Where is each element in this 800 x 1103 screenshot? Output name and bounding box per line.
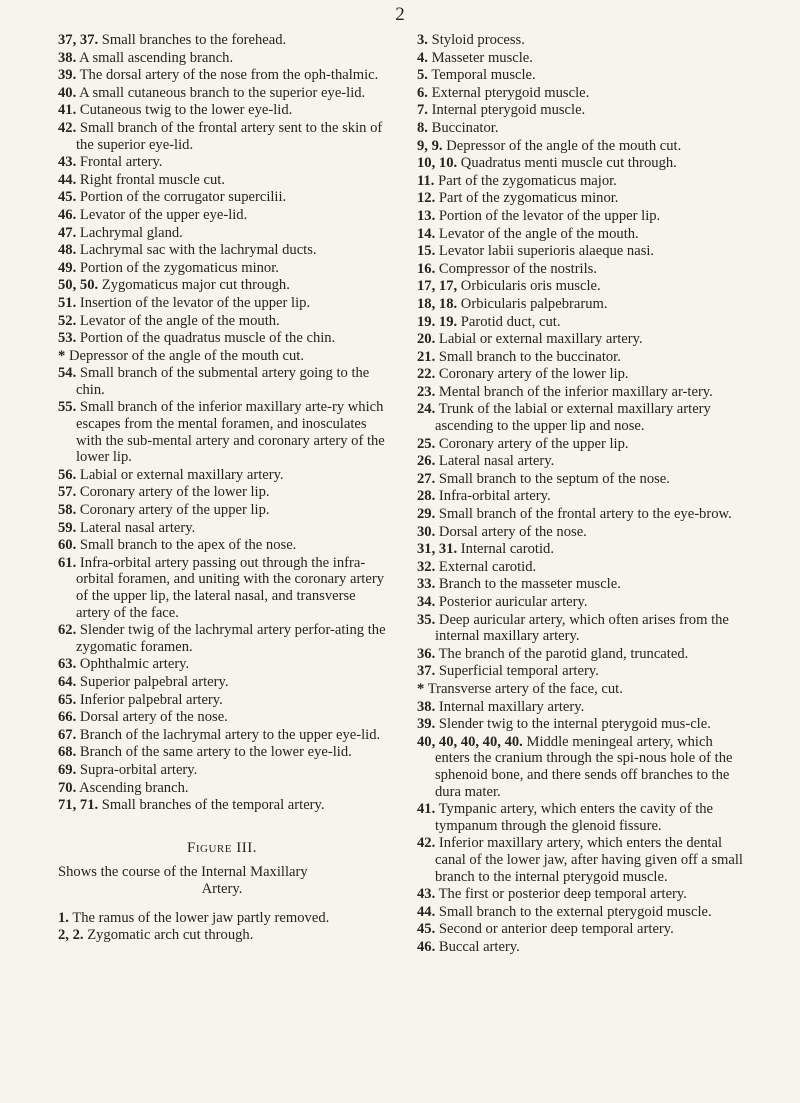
legend-entry-number: 70. bbox=[58, 779, 77, 796]
legend-entry bbox=[417, 384, 749, 401]
legend-entry bbox=[417, 471, 749, 488]
legend-entry-number: 46. bbox=[58, 206, 77, 223]
legend-entry-text: The branch of the parotid gland, truncated. bbox=[438, 645, 689, 662]
legend-entry-number: 62. bbox=[58, 622, 77, 639]
legend-entry bbox=[417, 681, 749, 698]
legend-entry bbox=[58, 295, 386, 312]
legend-entry bbox=[417, 594, 749, 611]
legend-entry-number: 68. bbox=[58, 744, 77, 761]
legend-entry-number: 38. bbox=[417, 698, 436, 715]
legend-entry-text: Labial or external maxillary artery. bbox=[438, 331, 643, 348]
legend-entry-text: Right frontal muscle cut. bbox=[79, 171, 226, 188]
legend-entry-number: 50, 50. bbox=[58, 277, 99, 294]
legend-entry-number: 69. bbox=[58, 761, 77, 778]
legend-entry bbox=[417, 155, 749, 172]
legend-entry-number: 38. bbox=[58, 49, 77, 66]
legend-entry-text: Mental branch of the inferior maxillary ar-tery. bbox=[438, 383, 713, 400]
legend-entry-text: Insertion of the levator of the upper lip. bbox=[79, 294, 311, 311]
legend-entry-text: Lateral nasal artery. bbox=[79, 519, 196, 536]
legend-entry-number: 57. bbox=[58, 484, 77, 501]
figure-subtitle bbox=[58, 864, 386, 897]
figure-subtitle-line1: Shows the course of the Internal Maxillary bbox=[58, 864, 308, 881]
legend-entry bbox=[58, 120, 386, 153]
legend-entry-number: 30. bbox=[417, 523, 436, 540]
legend-entry bbox=[417, 559, 749, 576]
legend-entry-text: Part of the zygomaticus major. bbox=[438, 172, 617, 189]
legend-entry-number: 54. bbox=[58, 365, 77, 382]
left-entries-list bbox=[58, 32, 386, 814]
legend-entry-text: Buccal artery. bbox=[438, 938, 520, 955]
legend-entry-number: 6. bbox=[417, 84, 428, 101]
legend-entry bbox=[417, 541, 749, 558]
legend-entry-number: 29. bbox=[417, 506, 436, 523]
legend-entry-text: Ophthalmic artery. bbox=[79, 656, 190, 673]
legend-entry-text: Deep auricular artery, which often arises from the internal maxillary artery. bbox=[435, 611, 729, 645]
legend-entry bbox=[417, 716, 749, 733]
legend-entry-text: Small branch to the septum of the nose. bbox=[438, 470, 670, 487]
legend-entry bbox=[58, 762, 386, 779]
legend-entry-text: Orbicularis oris muscle. bbox=[460, 278, 601, 295]
legend-entry-text: Small branch to the buccinator. bbox=[438, 348, 621, 365]
legend-entry bbox=[58, 709, 386, 726]
legend-entry bbox=[417, 699, 749, 716]
legend-entry-text: Infra-orbital artery passing out through the infra-orbital foramen, and uniting with the coronary artery of the upper lip, the lateral nasal, and transverse artery of the face. bbox=[76, 554, 384, 621]
legend-entry-text: Cutaneous twig to the lower eye-lid. bbox=[79, 102, 293, 119]
legend-entry bbox=[417, 50, 749, 67]
legend-entry-text: Portion of the corrugator supercilii. bbox=[79, 189, 287, 206]
legend-entry bbox=[417, 67, 749, 84]
legend-entry bbox=[58, 102, 386, 119]
legend-entry-number: 19. 19. bbox=[417, 313, 458, 330]
legend-entry bbox=[417, 278, 749, 295]
legend-entry-text: Lateral nasal artery. bbox=[438, 453, 555, 470]
legend-entry-text: Lachrymal gland. bbox=[79, 224, 183, 241]
legend-entry-number: 66. bbox=[58, 709, 77, 726]
legend-entry-text: Middle meningeal artery, which enters the cranium through the spi-nous hole of the sphenoid bone, and there sends off branches to the dura mater. bbox=[435, 733, 733, 800]
legend-entry-text: Levator of the angle of the mouth. bbox=[438, 225, 639, 242]
legend-entry-number: 34. bbox=[417, 594, 436, 610]
legend-entry-text: Zygomatic arch cut through. bbox=[87, 927, 254, 944]
legend-entry-text: Levator of the angle of the mouth. bbox=[79, 312, 280, 329]
legend-entry bbox=[417, 366, 749, 383]
legend-entry-number: 2, 2. bbox=[58, 927, 84, 944]
legend-entry-number: 40, 40, 40, 40, 40. bbox=[417, 733, 523, 750]
legend-entry bbox=[417, 576, 749, 593]
legend-entry-number: 10, 10. bbox=[417, 155, 458, 172]
legend-entry-number: 31, 31. bbox=[417, 541, 458, 558]
legend-entry-text: Lachrymal sac with the lachrymal ducts. bbox=[79, 242, 317, 259]
legend-entry bbox=[58, 797, 386, 814]
figure-entries-list bbox=[58, 910, 386, 944]
legend-entry-number: 8. bbox=[417, 119, 428, 136]
legend-entry-number: 7. bbox=[417, 102, 428, 119]
legend-entry-number: 18, 18. bbox=[417, 295, 458, 312]
legend-entry-text: Tympanic artery, which enters the cavity of the tympanum through the glenoid fissure. bbox=[435, 801, 714, 834]
legend-entry bbox=[417, 734, 749, 800]
legend-entry-text: Zygomaticus major cut through. bbox=[101, 277, 290, 294]
legend-entry bbox=[58, 622, 386, 655]
legend-entry bbox=[58, 207, 386, 224]
legend-entry-text: Part of the zygomaticus minor. bbox=[438, 190, 619, 207]
legend-entry-text: Quadratus menti muscle cut through. bbox=[460, 155, 677, 172]
right-entries-list bbox=[417, 32, 749, 955]
left-column bbox=[58, 32, 386, 945]
legend-entry bbox=[417, 331, 749, 348]
legend-entry-text: Ascending branch. bbox=[79, 779, 189, 796]
legend-entry-number: 14. bbox=[417, 225, 436, 242]
legend-entry bbox=[417, 349, 749, 366]
legend-entry bbox=[417, 886, 749, 903]
legend-entry-number: 35. bbox=[417, 611, 436, 628]
legend-entry bbox=[417, 506, 749, 523]
legend-entry-text: Masseter muscle. bbox=[431, 49, 533, 66]
legend-entry bbox=[58, 399, 386, 465]
legend-entry-text: Levator labii superioris alaeque nasi. bbox=[438, 243, 655, 260]
legend-entry-number: 42. bbox=[58, 119, 77, 136]
legend-entry bbox=[417, 190, 749, 207]
legend-entry bbox=[58, 927, 386, 944]
page-number: 2 bbox=[395, 4, 405, 25]
legend-entry bbox=[58, 365, 386, 398]
legend-entry bbox=[58, 692, 386, 709]
legend-entry-number: 39. bbox=[58, 67, 77, 84]
legend-entry-text: Inferior maxillary artery, which enters the dental canal of the lower jaw, after having given off a small branch to the internal pterygoid muscle. bbox=[435, 835, 743, 885]
legend-entry-number: 12. bbox=[417, 190, 436, 207]
legend-entry-text: Second or anterior deep temporal artery. bbox=[438, 921, 674, 938]
legend-entry-text: Coronary artery of the lower lip. bbox=[79, 484, 270, 501]
legend-entry-number: 4. bbox=[417, 49, 428, 66]
legend-entry-text: Transverse artery of the face, cut. bbox=[427, 680, 623, 697]
legend-entry bbox=[417, 904, 749, 921]
legend-entry bbox=[417, 453, 749, 470]
legend-entry bbox=[58, 555, 386, 621]
legend-entry bbox=[58, 910, 386, 927]
legend-entry bbox=[58, 502, 386, 519]
legend-entry-text: Infra-orbital artery. bbox=[438, 488, 551, 505]
legend-entry-number: 42. bbox=[417, 835, 436, 852]
legend-entry-text: Branch to the masseter muscle. bbox=[438, 576, 621, 593]
legend-entry-number: 55. bbox=[58, 399, 77, 416]
legend-entry-number: 39. bbox=[417, 716, 436, 733]
legend-entry-number: 37, 37. bbox=[58, 32, 99, 48]
legend-entry-number: 16. bbox=[417, 260, 436, 277]
legend-entry-text: Temporal muscle. bbox=[431, 67, 536, 84]
legend-entry bbox=[58, 348, 386, 365]
legend-entry-number: 17, 17, bbox=[417, 278, 458, 295]
legend-entry-number: 52. bbox=[58, 312, 77, 329]
legend-entry bbox=[417, 401, 749, 434]
legend-entry-text: Inferior palpebral artery. bbox=[79, 691, 223, 708]
legend-entry bbox=[417, 663, 749, 680]
legend-entry bbox=[58, 313, 386, 330]
legend-entry-text: Small branch to the apex of the nose. bbox=[79, 537, 297, 554]
legend-entry-number: 21. bbox=[417, 348, 436, 365]
legend-entry-text: Small branches to the forehead. bbox=[101, 32, 287, 48]
legend-entry-text: Internal carotid. bbox=[460, 541, 554, 558]
legend-entry-number: 63. bbox=[58, 656, 77, 673]
legend-entry-number: 61. bbox=[58, 554, 77, 571]
legend-entry bbox=[417, 835, 749, 885]
legend-entry-number: 60. bbox=[58, 537, 77, 554]
legend-entry-text: External carotid. bbox=[438, 558, 537, 575]
legend-entry-number: 15. bbox=[417, 243, 436, 260]
legend-entry bbox=[58, 32, 386, 49]
legend-entry bbox=[58, 520, 386, 537]
legend-entry-number: 45. bbox=[417, 921, 436, 938]
legend-entry-number: 65. bbox=[58, 691, 77, 708]
legend-entry-number: 32. bbox=[417, 558, 436, 575]
legend-entry bbox=[417, 612, 749, 645]
legend-entry-text: Internal pterygoid muscle. bbox=[431, 102, 586, 119]
legend-entry-number: 59. bbox=[58, 519, 77, 536]
legend-entry bbox=[58, 484, 386, 501]
legend-entry-number: 49. bbox=[58, 259, 77, 276]
legend-entry-number: 44. bbox=[417, 903, 436, 920]
legend-entry-text: Compressor of the nostrils. bbox=[438, 260, 597, 277]
legend-entry bbox=[58, 85, 386, 102]
legend-entry-number: 67. bbox=[58, 726, 77, 743]
legend-entry-text: Portion of the levator of the upper lip. bbox=[438, 207, 661, 224]
legend-entry-text: The dorsal artery of the nose from the oph-thalmic. bbox=[79, 67, 379, 84]
legend-entry-text: Small branch of the frontal artery sent to the skin of the superior eye-lid. bbox=[76, 119, 383, 153]
legend-entry-number: 44. bbox=[58, 171, 77, 188]
legend-entry-number: 43. bbox=[58, 154, 77, 171]
legend-entry-text: A small cutaneous branch to the superior eye-lid. bbox=[79, 84, 366, 101]
legend-entry-number: 9, 9. bbox=[417, 137, 443, 154]
legend-entry bbox=[417, 646, 749, 663]
legend-entry bbox=[417, 120, 749, 137]
legend-entry-number: 28. bbox=[417, 488, 436, 505]
legend-entry bbox=[58, 260, 386, 277]
legend-entry-number: 41. bbox=[417, 801, 436, 818]
legend-entry bbox=[58, 674, 386, 691]
legend-entry-text: Portion of the zygomaticus minor. bbox=[79, 259, 279, 276]
legend-entry-number: 24. bbox=[417, 401, 436, 418]
legend-entry-number: 47. bbox=[58, 224, 77, 241]
legend-entry-text: Internal maxillary artery. bbox=[438, 698, 585, 715]
legend-entry-number: 56. bbox=[58, 466, 77, 483]
legend-entry-number: 11. bbox=[417, 172, 435, 189]
legend-entry-number: * bbox=[417, 680, 425, 697]
legend-entry-text: Dorsal artery of the nose. bbox=[79, 709, 228, 726]
legend-entry bbox=[58, 656, 386, 673]
legend-entry bbox=[417, 173, 749, 190]
legend-entry bbox=[417, 261, 749, 278]
legend-entry bbox=[58, 67, 386, 84]
legend-entry-number: 20. bbox=[417, 331, 436, 348]
legend-entry-number: 37. bbox=[417, 663, 436, 680]
legend-entry-number: 23. bbox=[417, 383, 436, 400]
legend-entry-text: Buccinator. bbox=[431, 119, 499, 136]
legend-entry-number: 58. bbox=[58, 502, 77, 519]
legend-entry bbox=[58, 537, 386, 554]
legend-entry-text: Dorsal artery of the nose. bbox=[438, 523, 587, 540]
legend-entry-number: 51. bbox=[58, 294, 77, 311]
legend-entry-text: Portion of the quadratus muscle of the chin. bbox=[79, 330, 336, 347]
legend-entry-text: External pterygoid muscle. bbox=[431, 84, 590, 101]
legend-entry-number: 33. bbox=[417, 576, 436, 593]
legend-entry-text: A small ascending branch. bbox=[79, 49, 234, 66]
legend-entry-number: 41. bbox=[58, 102, 77, 119]
legend-entry-text: The first or posterior deep temporal artery. bbox=[438, 886, 687, 903]
legend-entry-text: Small branches of the temporal artery. bbox=[101, 797, 325, 814]
legend-entry-text: Coronary artery of the lower lip. bbox=[438, 366, 629, 383]
figure-heading: Figure III. bbox=[187, 839, 257, 856]
legend-entry bbox=[58, 225, 386, 242]
legend-entry-number: 36. bbox=[417, 645, 436, 662]
legend-entry bbox=[417, 85, 749, 102]
legend-entry bbox=[417, 102, 749, 119]
legend-entry bbox=[417, 524, 749, 541]
legend-entry bbox=[58, 50, 386, 67]
legend-entry-text: Trunk of the labial or external maxillary artery ascending to the upper lip and nose. bbox=[435, 401, 711, 435]
legend-entry bbox=[417, 296, 749, 313]
legend-entry-number: 5. bbox=[417, 67, 428, 84]
legend-entry-number: 22. bbox=[417, 366, 436, 383]
legend-entry-number: * bbox=[58, 347, 66, 364]
legend-entry-text: Branch of the same artery to the lower eye-lid. bbox=[79, 744, 352, 761]
legend-entry bbox=[58, 277, 386, 294]
legend-entry bbox=[417, 32, 749, 49]
legend-entry-number: 46. bbox=[417, 938, 436, 955]
legend-entry bbox=[417, 488, 749, 505]
legend-entry bbox=[417, 138, 749, 155]
legend-entry-text: Small branch of the submental artery going to the chin. bbox=[76, 365, 370, 398]
legend-entry-text: Frontal artery. bbox=[79, 154, 163, 171]
legend-entry-text: Orbicularis palpebrarum. bbox=[460, 295, 608, 312]
legend-entry-number: 48. bbox=[58, 242, 77, 259]
legend-entry-text: Slender twig of the lachrymal artery perfor-ating the zygomatic foramen. bbox=[76, 622, 386, 655]
legend-entry-text: Styloid process. bbox=[431, 32, 525, 48]
legend-entry-number: 13. bbox=[417, 207, 436, 224]
legend-entry bbox=[58, 727, 386, 744]
legend-entry-number: 64. bbox=[58, 673, 77, 690]
legend-entry-text: Depressor of the angle of the mouth cut. bbox=[68, 347, 305, 364]
legend-entry-text: Small branch of the inferior maxillary arte-ry which escapes from the mental foramen, and inosculates with the sub-mental artery and coronary artery of the lower lip. bbox=[76, 399, 385, 466]
legend-entry bbox=[58, 242, 386, 259]
legend-entry bbox=[417, 208, 749, 225]
legend-entry-number: 3. bbox=[417, 32, 428, 48]
legend-entry bbox=[58, 467, 386, 484]
legend-entry-text: Superior palpebral artery. bbox=[79, 673, 229, 690]
legend-entry-text: Depressor of the angle of the mouth cut. bbox=[446, 137, 682, 154]
legend-entry-text: Small branch of the frontal artery to the eye-brow. bbox=[438, 506, 732, 523]
legend-entry-text: Supra-orbital artery. bbox=[79, 761, 198, 778]
legend-entry-text: Coronary artery of the upper lip. bbox=[79, 502, 270, 519]
legend-entry bbox=[417, 921, 749, 938]
legend-entry bbox=[417, 226, 749, 243]
legend-entry-text: The ramus of the lower jaw partly removed. bbox=[72, 909, 330, 926]
legend-entry-text: Branch of the lachrymal artery to the upper eye-lid. bbox=[79, 726, 381, 743]
legend-entry-text: Coronary artery of the upper lip. bbox=[438, 435, 629, 452]
legend-entry bbox=[58, 189, 386, 206]
legend-entry-text: Small branch to the external pterygoid muscle. bbox=[438, 903, 712, 920]
legend-entry-text: Posterior auricular artery. bbox=[438, 594, 588, 610]
legend-entry-text: Superficial temporal artery. bbox=[438, 663, 599, 680]
legend-entry bbox=[417, 243, 749, 260]
legend-entry-text: Slender twig to the internal pterygoid mus-cle. bbox=[438, 716, 711, 733]
legend-entry-number: 43. bbox=[417, 886, 436, 903]
legend-entry bbox=[58, 330, 386, 347]
legend-entry bbox=[58, 154, 386, 171]
legend-entry-number: 27. bbox=[417, 470, 436, 487]
figure-subtitle-line2: Artery. bbox=[201, 880, 243, 897]
legend-entry bbox=[417, 939, 749, 956]
legend-entry-number: 53. bbox=[58, 330, 77, 347]
legend-entry-number: 45. bbox=[58, 189, 77, 206]
legend-entry-number: 40. bbox=[58, 84, 77, 101]
legend-entry-text: Labial or external maxillary artery. bbox=[79, 466, 284, 483]
legend-entry-text: Levator of the upper eye-lid. bbox=[79, 206, 248, 223]
legend-entry-number: 26. bbox=[417, 453, 436, 470]
legend-entry-number: 25. bbox=[417, 435, 436, 452]
legend-entry bbox=[58, 744, 386, 761]
legend-entry-text: Parotid duct, cut. bbox=[460, 313, 561, 330]
legend-entry bbox=[417, 436, 749, 453]
legend-entry bbox=[417, 314, 749, 331]
legend-entry bbox=[58, 172, 386, 189]
legend-entry bbox=[58, 780, 386, 797]
legend-entry-number: 71, 71. bbox=[58, 797, 99, 814]
right-column bbox=[417, 32, 749, 956]
legend-entry-number: 1. bbox=[58, 909, 69, 926]
legend-entry bbox=[417, 801, 749, 834]
